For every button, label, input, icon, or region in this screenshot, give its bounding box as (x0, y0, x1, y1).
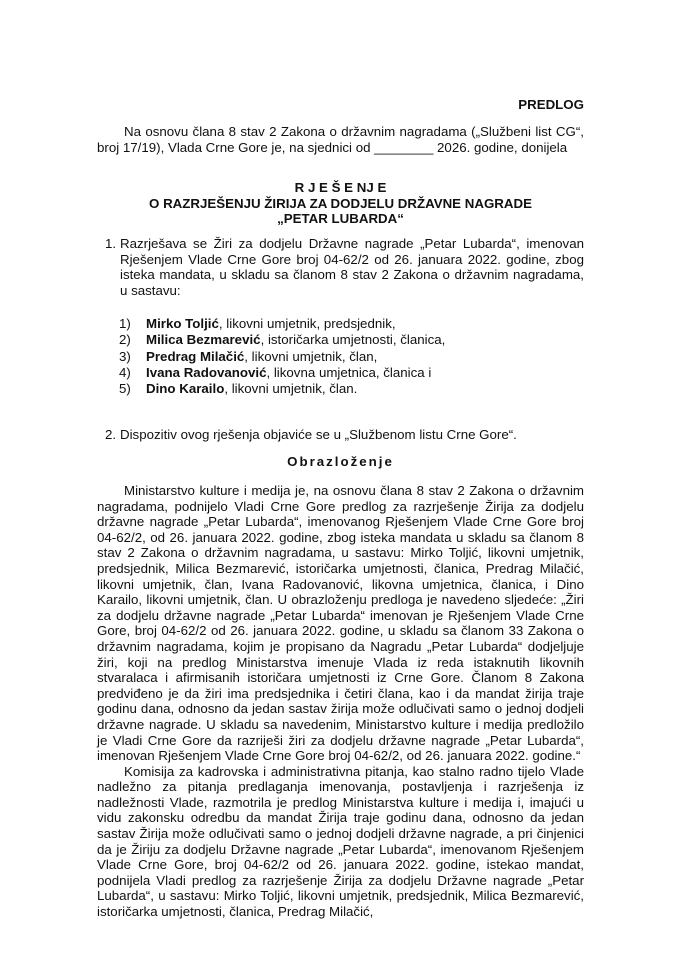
preamble: Na osnovu člana 8 stav 2 Zakona o državnim nagradama („Službeni list CG“, broj 17/19), Vlada Crne Gore je, na sjednici od ________ 2026. godine, donijela (97, 124, 584, 155)
list-item (119, 381, 445, 397)
item-number: 1. (105, 236, 117, 251)
member-list (119, 316, 445, 397)
explanation-heading: Obrazloženje (287, 454, 394, 469)
member-name: Ivana Radovanović (146, 364, 267, 380)
member-role: , likovni umjetnik, predsjednik, (218, 316, 396, 331)
item-number: 2. (105, 427, 117, 442)
list-item (119, 349, 445, 365)
decision-item-1 (105, 236, 584, 298)
decision-item-2 (105, 427, 584, 443)
explanation-paragraph: Komisija za kadrovska i administrativna pitanja, kao stalno radno tijelo Vlade nadležno za pitanja predlaganja imenovanja, postavljenja i razrješenja iz nadležnosti Vlade, razmotrila je predlog Ministarstva kulture i medija i, imajući u vidu zakonsku odredbu da mandat Žirija traje godinu dana, odnosno da jedan sastav Žirija može odlučivati samo o jednoj dodjeli državne nagrade, a pri činjenici da je Žiriju za dodjelu Državne nagrade „Petar Lubarda“, imenovanom Rješenjem Vlade Crne Gore, broj 04-62/2 od 26. januara 2022. godine, istekao mandat, podnijela Vladi predlog za razrješenje Žirija za dodjelu Državne nagrade „Petar Lubarda“, u sastavu: Mirko Toljić, likovni umjetnik, predsjednik, Milica Bezmarević, istoričarka umjetnosti, članica, Predrag Milačić, (97, 763, 584, 920)
member-name: Predrag Milačić (146, 348, 245, 364)
item-text: Razrješava se Žiri za dodjelu Državne nagrade „Petar Lubarda“, imenovan Rješenjem Vlade Crne Gore broj 04-62/2 od 26. januara 2022. godine, zbog isteka mandata, u skladu sa članom 8 stav 2 Zakona o državnim nagradama, u sastavu: (120, 236, 584, 298)
member-role: , likovni umjetnik, član, (244, 348, 378, 364)
member-name: Mirko Toljić (146, 316, 219, 331)
item-text: Dispozitiv ovog rješenja objaviće se u „Službenom listu Crne Gore“. (120, 427, 517, 442)
document-title (97, 180, 584, 227)
member-name: Milica Bezmarević (146, 332, 261, 348)
member-name: Dino Karailo (146, 381, 225, 397)
list-number: 3) (119, 348, 131, 364)
explanation-paragraph: Ministarstvo kulture i medija je, na osnovu člana 8 stav 2 Zakona o državnim nagradama, podnijelo Vladi Crne Gore predlog za razrješenje Žirija za dodjelu državne nagrade „Petar Lubarda“, imenovanog Rješenjem Vlade Crne Gore broj 04-62/2, od 26. januara 2022. godine, zbog isteka mandata u skladu sa članom 8 stav 2 Zakona o državnim nagradama, u sastavu: Mirko Toljić, likovni umjetnik, predsjednik, Milica Bezmarević, istoričarka umjetnosti, članica, Predrag Milačić, likovni umjetnik, član, Ivana Radovanović, likovna umjetnica, članica, i Dino Karailo, likovni umjetnik, član. U obrazloženju predloga je navedeno sljedeće: „Žiri za dodjelu državne nagrade „Petar Lubarda“ imenovan je Rješenjem Vlade Crne Gore, broj 04-62/2 od 26. januara 2022. godine, u skladu sa članom 33 Zakona o državnim nagradama, kojim je propisano da Nagradu „Petar Lubarda“ dodjeljuje žiri, koji na predlog Ministarstva imenuje Vlada iz reda istaknutih likovnih stvaralaca i afirmisanih istoričara umjetnosti iz Crne Gore. Članom 8 Zakona predviđeno je da žiri ima predsjednika i četiri člana, kao i da mandat žirija traje godinu dana, odnosno da jedan sastav žirija može odlučivati samo o jednoj dodjeli državne nagrade. U skladu sa navedenim, Ministarstvo kulture i medija predložilo je Vladi Crne Gore da razriješi žiri za dodjelu državne nagrade „Petar Lubarda“, imenovan Rješenjem Vlade Crne Gore broj 04-62/2, od 26. januara 2022. godine.“ (97, 483, 584, 764)
list-item (119, 365, 445, 381)
member-role: , likovna umjetnica, članica i (266, 364, 432, 380)
list-number: 4) (119, 364, 131, 380)
proposal-label: PREDLOG (518, 97, 584, 112)
list-item (119, 332, 445, 348)
member-role: , likovni umjetnik, član. (224, 381, 358, 397)
list-number: 1) (119, 316, 131, 331)
title-line-3: „PETAR LUBARDA“ (277, 211, 404, 227)
list-item (119, 316, 445, 332)
explanation-body (97, 483, 584, 920)
title-line-2: O RAZRJEŠENJU ŽIRIJA ZA DODJELU DRŽAVNE NAGRADE (149, 195, 532, 211)
title-line-1: R J E Š E NJ E (294, 180, 387, 195)
list-number: 2) (119, 332, 131, 348)
member-role: , istoričarka umjetnosti, članica, (260, 332, 446, 348)
list-number: 5) (119, 381, 131, 397)
